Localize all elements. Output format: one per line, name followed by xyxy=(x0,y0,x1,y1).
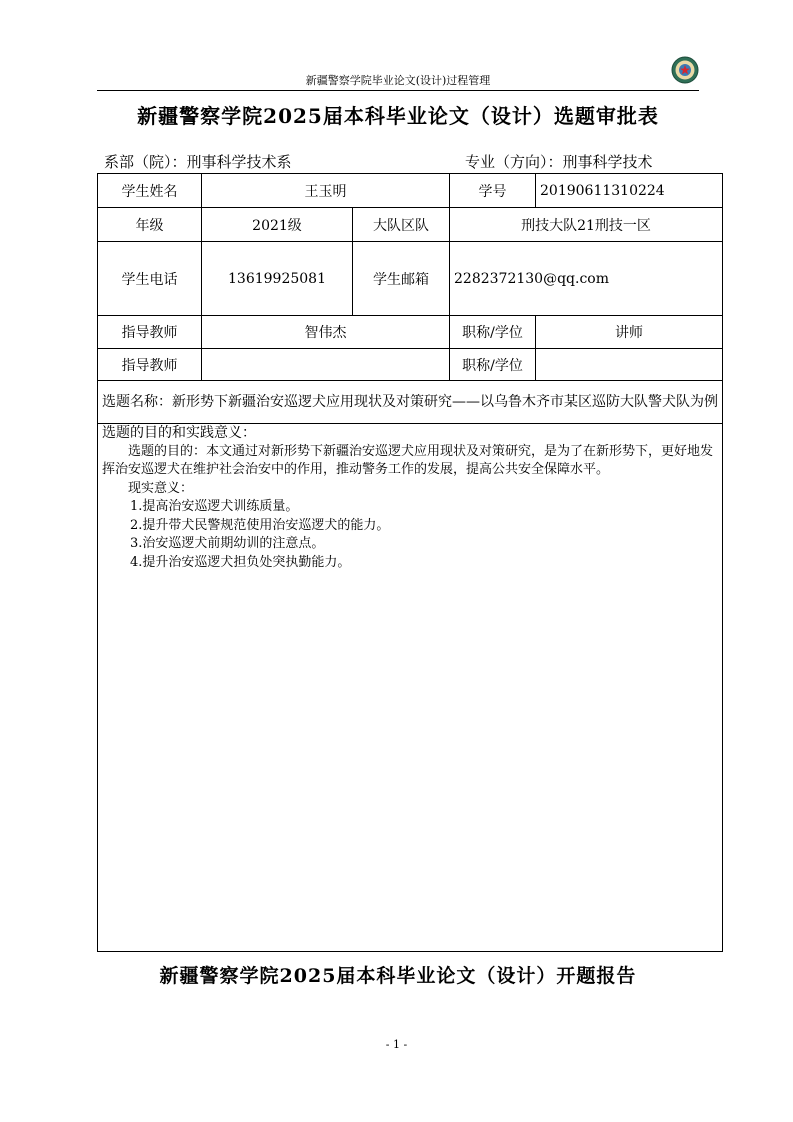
advisor2-label: 指导教师 xyxy=(98,349,202,381)
student-id-label: 学号 xyxy=(450,174,536,208)
significance-heading: 现实意义： xyxy=(128,480,194,496)
college-seal-icon xyxy=(671,56,699,84)
advisor1-value: 智伟杰 xyxy=(202,316,450,349)
significance-item: 4.提升治安巡逻犬担负处突执勤能力。 xyxy=(130,554,351,570)
purpose-heading: 选题的目的和实践意义： xyxy=(102,425,256,441)
page-number: - 1 - xyxy=(385,1038,408,1051)
significance-item: 1.提高治安巡逻犬训练质量。 xyxy=(130,499,299,514)
phone-value: 13619925081 xyxy=(202,242,353,316)
significance-item: 2.提升带犬民警规范使用治安巡逻犬的能力。 xyxy=(130,517,390,533)
advisor2-title-label: 职称/学位 xyxy=(450,349,536,381)
document-title: 新疆警察学院2025届本科毕业论文（设计）选题审批表 xyxy=(137,104,659,128)
advisor2-title-value xyxy=(536,349,723,381)
approval-form-table xyxy=(97,173,723,952)
significance-item: 3.治安巡逻犬前期幼训的注意点。 xyxy=(130,536,325,551)
unit-value: 刑技大队21刑技一区 xyxy=(450,208,723,242)
email-value: 2282372130@qq.com xyxy=(450,242,723,316)
advisor1-label: 指导教师 xyxy=(98,316,202,349)
advisor1-title-value: 讲师 xyxy=(536,316,723,349)
student-name-label: 学生姓名 xyxy=(98,174,202,208)
grade-label: 年级 xyxy=(98,208,202,242)
student-id-value: 20190611310224 xyxy=(536,174,723,208)
email-label: 学生邮箱 xyxy=(353,242,450,316)
major-line: 专业（方向）：刑事科学技术 xyxy=(465,153,653,171)
unit-label: 大队区队 xyxy=(353,208,450,242)
department-line: 系部（院）：刑事科学技术系 xyxy=(104,153,292,171)
grade-value: 2021级 xyxy=(202,208,353,242)
student-name-value: 王玉明 xyxy=(202,174,450,208)
advisor2-value xyxy=(202,349,450,381)
purpose-cell xyxy=(98,424,723,952)
topic-cell: 选题名称：新形势下新疆治安巡逻犬应用现状及对策研究——以乌鲁木齐市某区巡防大队警犬队为例 xyxy=(98,381,723,424)
second-title: 新疆警察学院2025届本科毕业论文（设计）开题报告 xyxy=(159,965,637,987)
running-header: 新疆警察学院毕业论文(设计)过程管理 xyxy=(97,72,699,91)
phone-label: 学生电话 xyxy=(98,242,202,316)
advisor1-title-label: 职称/学位 xyxy=(450,316,536,349)
purpose-text: 选题的目的：本文通过对新形势下新疆治安巡逻犬应用现状及对策研究，是为了在新形势下，更好地发挥治安巡逻犬在维护社会治安中的作用，推动警务工作的发展，提高公共安全保障水平。 xyxy=(102,443,714,477)
